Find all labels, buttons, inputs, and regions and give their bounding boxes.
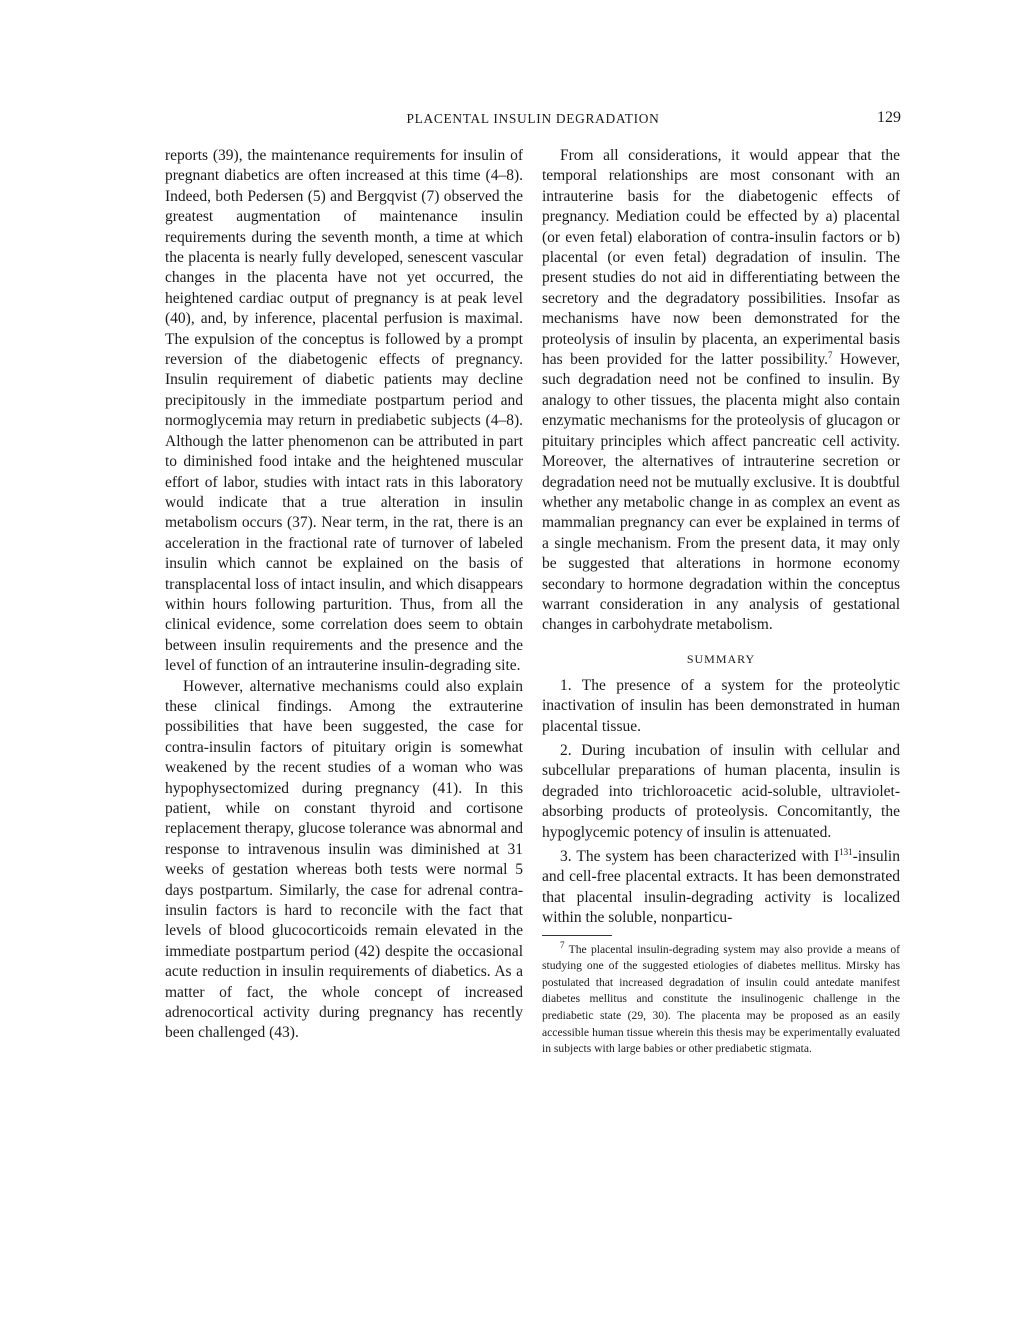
left-column bbox=[165, 146, 523, 1044]
body-paragraph: However, alternative mechanisms could also explain these clinical findings. Among the extrauterine possibilities that have been suggested, the case for contra-insulin factors of pituitary origin is somewhat weakened by the recent studies of a woman who was hypophysectomized during pregnancy (41). In this patient, while on constant thyroid and cortisone replacement therapy, glucose tolerance was abnormal and response to intravenous insulin was diminished at 31 weeks of gestation whereas both tests were normal 5 days postpartum. Similarly, the case for adrenal contra-insulin factors is hard to reconcile with the fact that levels of blood glucocorticoids remain elevated in the immediate postpartum period (42) despite the occasional acute reduction in insulin requirements of diabetics. As a matter of fact, the whole concept of increased adrenocortical activity during pregnancy has recently been challenged (43). bbox=[165, 677, 523, 1042]
right-column bbox=[542, 146, 900, 1058]
footnote bbox=[542, 939, 900, 1058]
body-text: -insulin and cell-free placental extracts. It has been demonstrated that placental insulin-degrading activity is localized within the soluble, nonparticu- bbox=[542, 848, 900, 927]
footnote-text: The placental insulin-degrading system may also provide a means of studying one of the suggested etiologies of diabetes mellitus. Mirsky has postulated that increased degradation of insulin could antedate manifest diabetes mellitus and constitute the insulinogenic challenge in the prediabetic state (29, 30). The placenta may be proposed as an easily accessible human tissue wherein this thesis may be experimentally evaluated in subjects with large babies or other prediabetic stigmata. bbox=[542, 942, 900, 1056]
footnote-reference: 7 bbox=[827, 349, 833, 360]
summary-heading: SUMMARY bbox=[686, 651, 756, 666]
body-paragraph: reports (39), the maintenance requirements for insulin of pregnant diabetics are often increased at this time (4–8). Indeed, both Pedersen (5) and Bergqvist (7) observed the greatest augmentation of maintenance insulin requirements during the seventh month, a time at which the placenta is nearly fully developed, senescent vascular changes in the placenta have not yet occurred, the heightened cardiac output of pregnancy is at peak level (40), and, by inference, placental perfusion is maximal. The expulsion of the conceptus is followed by a prompt reversion of the diabetogenic effects of pregnancy. Insulin requirement of diabetic patients may decline precipitously in the immediate postpartum period and normoglycemia may return in prediabetic subjects (4–8). Although the latter phenomenon can be attributed in part to diminished food intake and the heightened muscular effort of labor, studies with intact rats in this laboratory would indicate that a true alteration in insulin metabolism occurs (37). Near term, in the rat, there is an acceleration in the fractional rate of turnover of labeled insulin which cannot be explained on the basis of transplacental loss of intact insulin, and which disappears within hours following parturition. Thus, from all the clinical evidence, some correlation does seem to obtain between insulin requirements and the presence and the level of function of an intrauterine insulin-degrading site. bbox=[165, 147, 523, 675]
page-number: 129 bbox=[877, 109, 901, 126]
body-text: 3. The system has been characterized with I bbox=[560, 848, 840, 865]
page-header bbox=[165, 110, 901, 132]
body-text: However, such degradation need not be confined to insulin. By analogy to other tissues, the placenta might also contain enzymatic mechanisms for the proteolysis of glucagon or pituitary principles which affect pancreatic cell activity. Moreover, the alternatives of intrauterine secretion or degradation need not be mutually exclusive. It is doubtful whether any metabolic change in as complex an event as mammalian pregnancy can ever be explained in terms of a single mechanism. From the present data, it may only be suggested that alterations in hormone economy secondary to hormone degradation within the conceptus warrant consideration in any analysis of gestational changes in carbohydrate metabolism. bbox=[542, 351, 900, 634]
isotope-superscript: 131 bbox=[839, 846, 853, 857]
body-paragraph bbox=[542, 146, 900, 636]
footnote-marker: 7 bbox=[560, 939, 565, 950]
summary-item: 1. The presence of a system for the proteolytic inactivation of insulin has been demonstrated in human placental tissue. bbox=[542, 676, 900, 735]
running-title: PLACENTAL INSULIN DEGRADATION bbox=[406, 111, 660, 126]
summary-item bbox=[542, 847, 900, 929]
summary-item: 2. During incubation of insulin with cellular and subcellular preparations of human placenta, insulin is degraded into trichloroacetic acid-soluble, ultraviolet-absorbing products of proteolysis. Concomitantly, the hypoglycemic potency of insulin is attenuated. bbox=[542, 741, 900, 841]
body-text: From all considerations, it would appear that the temporal relationships are most consonant with an intrauterine basis for the diabetogenic effects of pregnancy. Mediation could be effected by a) placental (or even fetal) elaboration of contra-insulin factors or b) placental (or even fetal) degradation of insulin. The present studies do not aid in differentiating between the secretory and the degradatory possibilities. Insofar as mechanisms have now been demonstrated for the proteolysis of insulin by placenta, an experimental basis has been provided for the latter possibility. bbox=[542, 147, 900, 369]
footnote-divider bbox=[542, 935, 612, 936]
